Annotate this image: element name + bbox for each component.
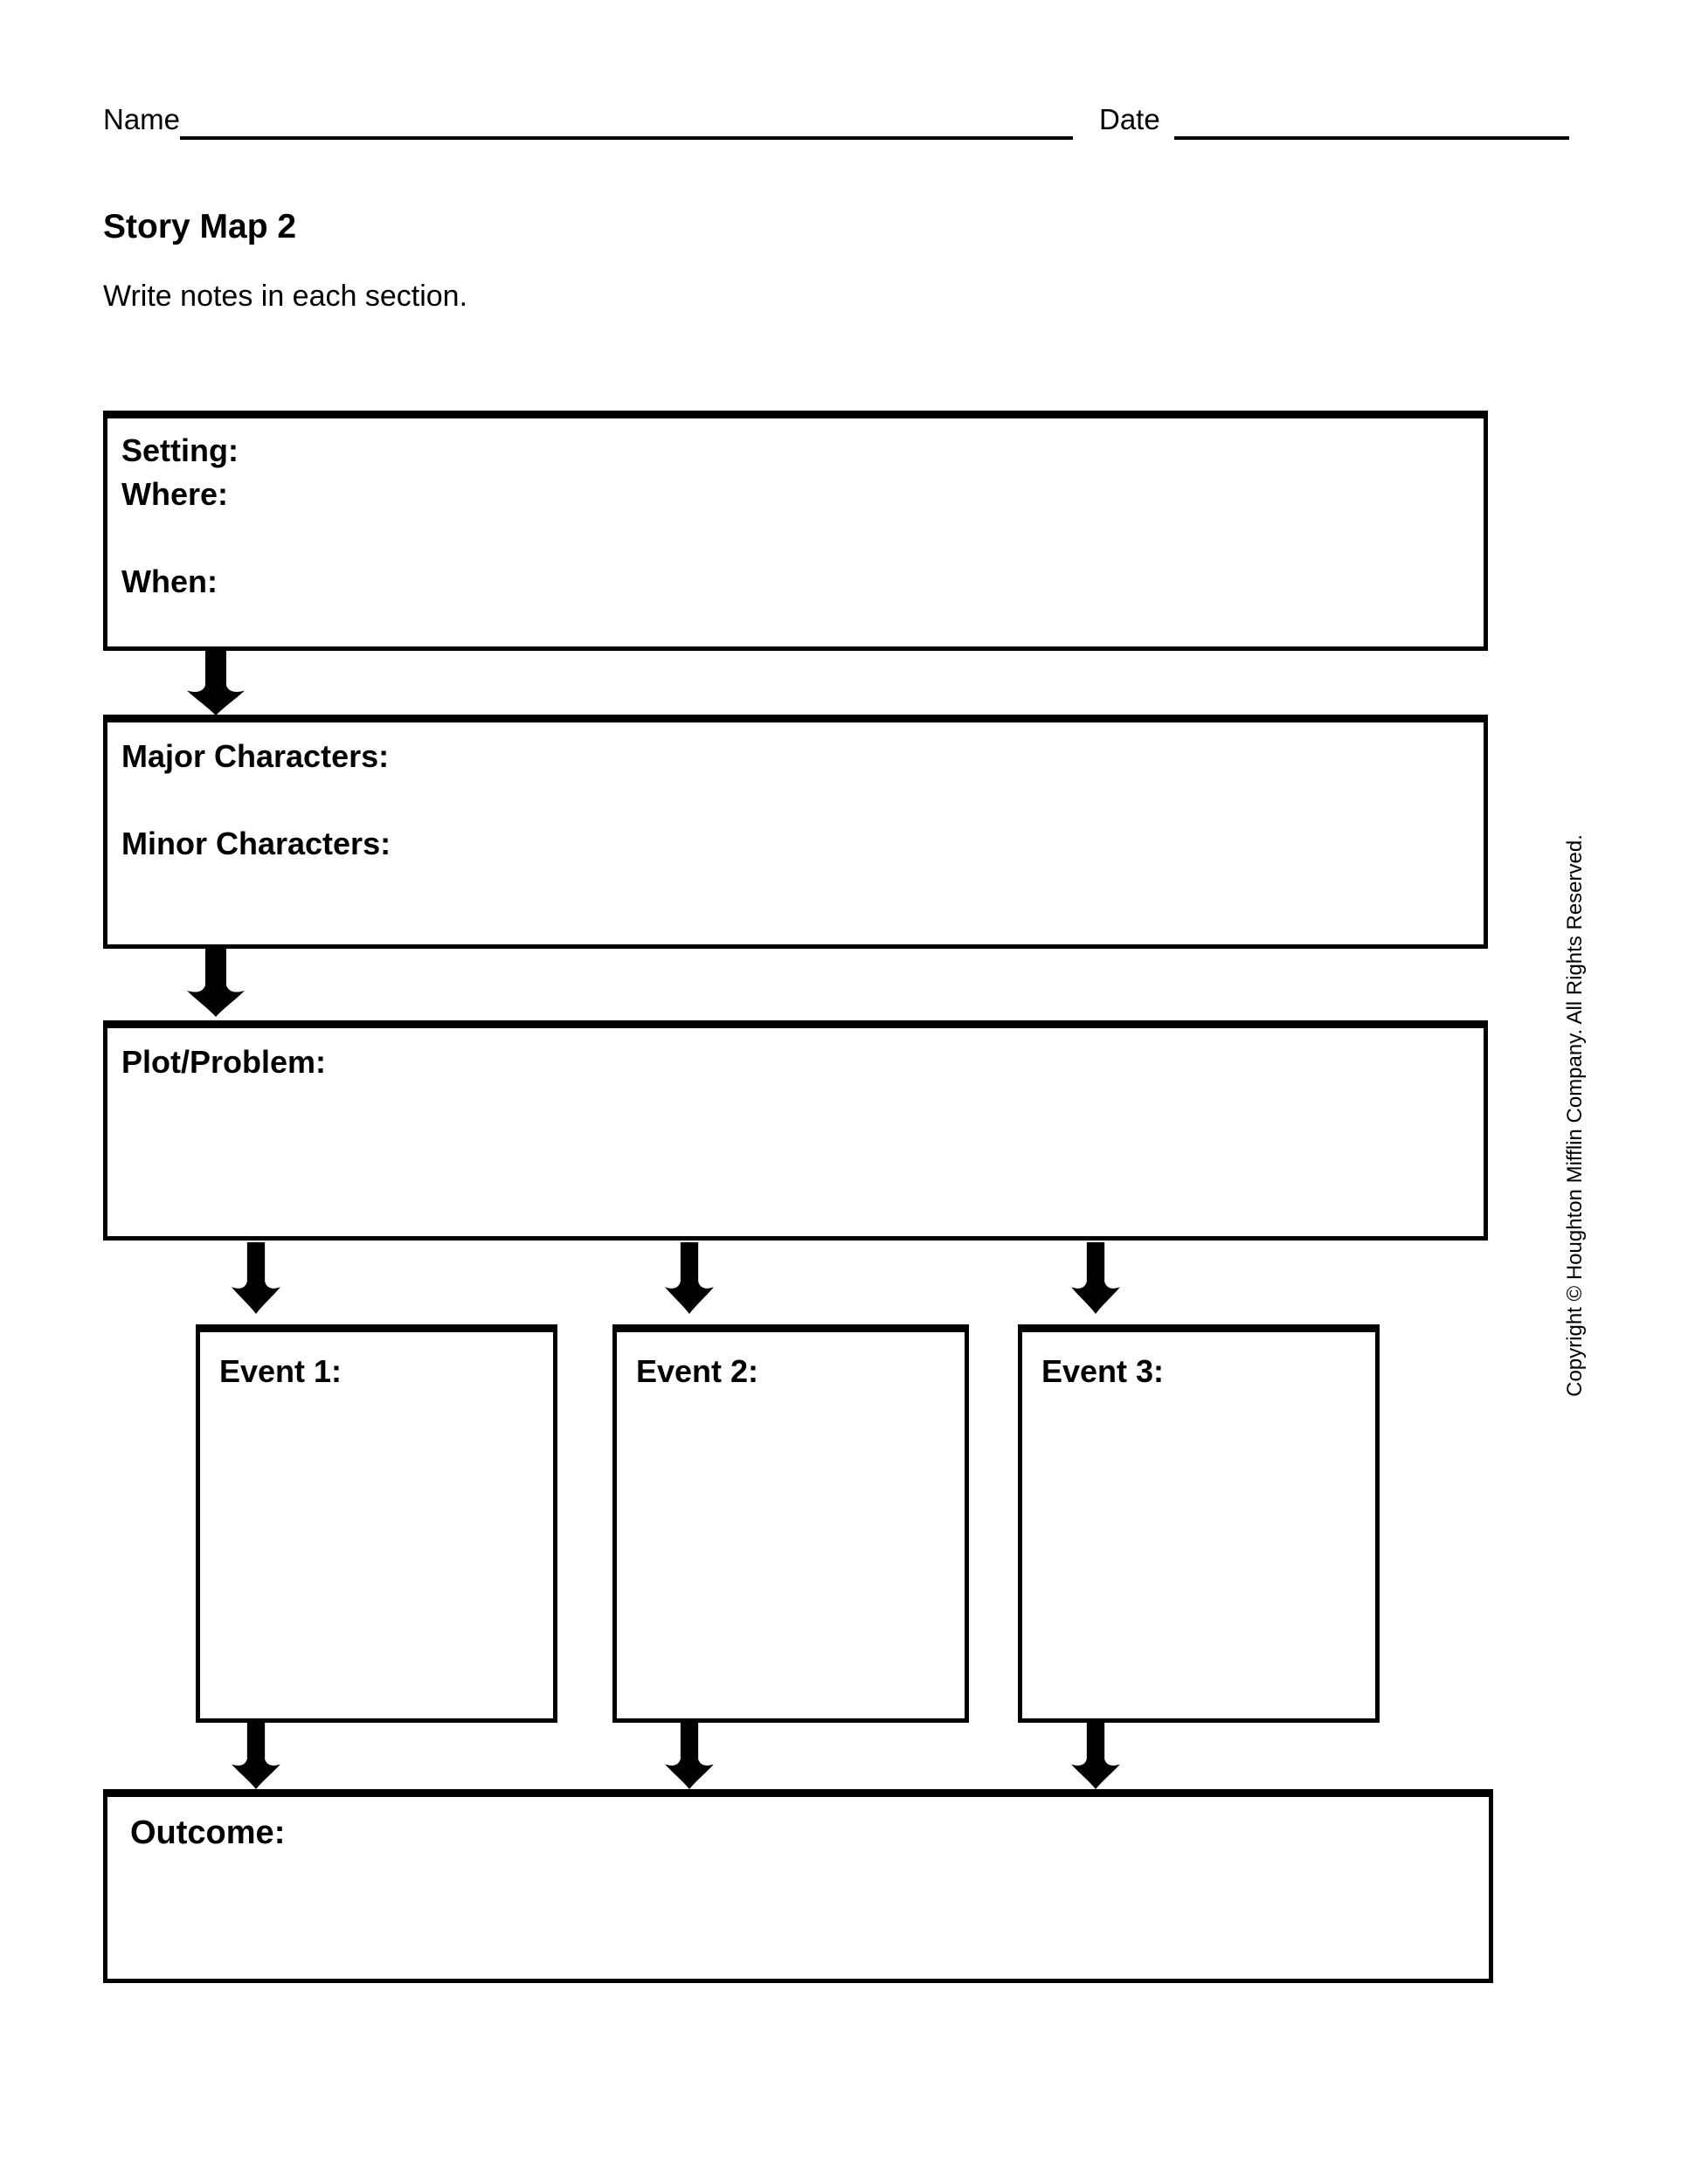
outcome-box: [103, 1789, 1493, 1983]
copyright-notice: Copyright © Houghton Mifflin Company. All Rights Reserved.: [1563, 834, 1587, 1397]
event-1-box: [196, 1324, 557, 1723]
plot-problem-label: Plot/Problem:: [121, 1044, 327, 1080]
event-3-label: Event 3:: [1041, 1353, 1165, 1389]
event-3-notes-area[interactable]: [1022, 1506, 1375, 1718]
setting-box: [103, 411, 1488, 651]
down-arrow-icon: [661, 1723, 718, 1789]
name-label: Name: [103, 103, 181, 135]
event-2-notes-area[interactable]: [617, 1506, 965, 1718]
date-label: Date: [1099, 103, 1160, 135]
event-1-label: Event 1:: [219, 1353, 342, 1389]
instructions-text: Write notes in each section.: [103, 280, 468, 313]
plot-problem-box: [103, 1020, 1488, 1241]
down-arrow-icon: [1067, 1723, 1124, 1789]
date-fill-line[interactable]: [1174, 93, 1569, 140]
plot-notes-area[interactable]: [107, 1122, 1484, 1236]
minor-characters-label: Minor Characters:: [121, 826, 391, 861]
event-1-notes-area[interactable]: [200, 1506, 553, 1718]
major-characters-label: Major Characters:: [121, 738, 390, 774]
event-2-label: Event 2:: [636, 1353, 759, 1389]
event-3-box: [1018, 1324, 1380, 1723]
down-arrow-icon: [1067, 1242, 1124, 1314]
down-arrow-icon: [661, 1242, 718, 1314]
event-2-box: [612, 1324, 969, 1723]
name-fill-line[interactable]: [180, 93, 1073, 140]
setting-label: Setting:: [121, 432, 239, 468]
outcome-label: Outcome:: [130, 1814, 286, 1851]
setting-where-label: Where:: [121, 476, 229, 512]
down-arrow-icon: [182, 947, 250, 1017]
down-arrow-icon: [182, 649, 250, 715]
characters-notes-area[interactable]: [107, 822, 1484, 944]
outcome-notes-area[interactable]: [107, 1879, 1489, 1979]
characters-box: [103, 715, 1488, 949]
setting-when-label: When:: [121, 563, 218, 599]
down-arrow-icon: [227, 1723, 285, 1789]
setting-notes-area[interactable]: [107, 521, 1484, 646]
down-arrow-icon: [227, 1242, 285, 1314]
page-title: Story Map 2: [103, 208, 297, 245]
